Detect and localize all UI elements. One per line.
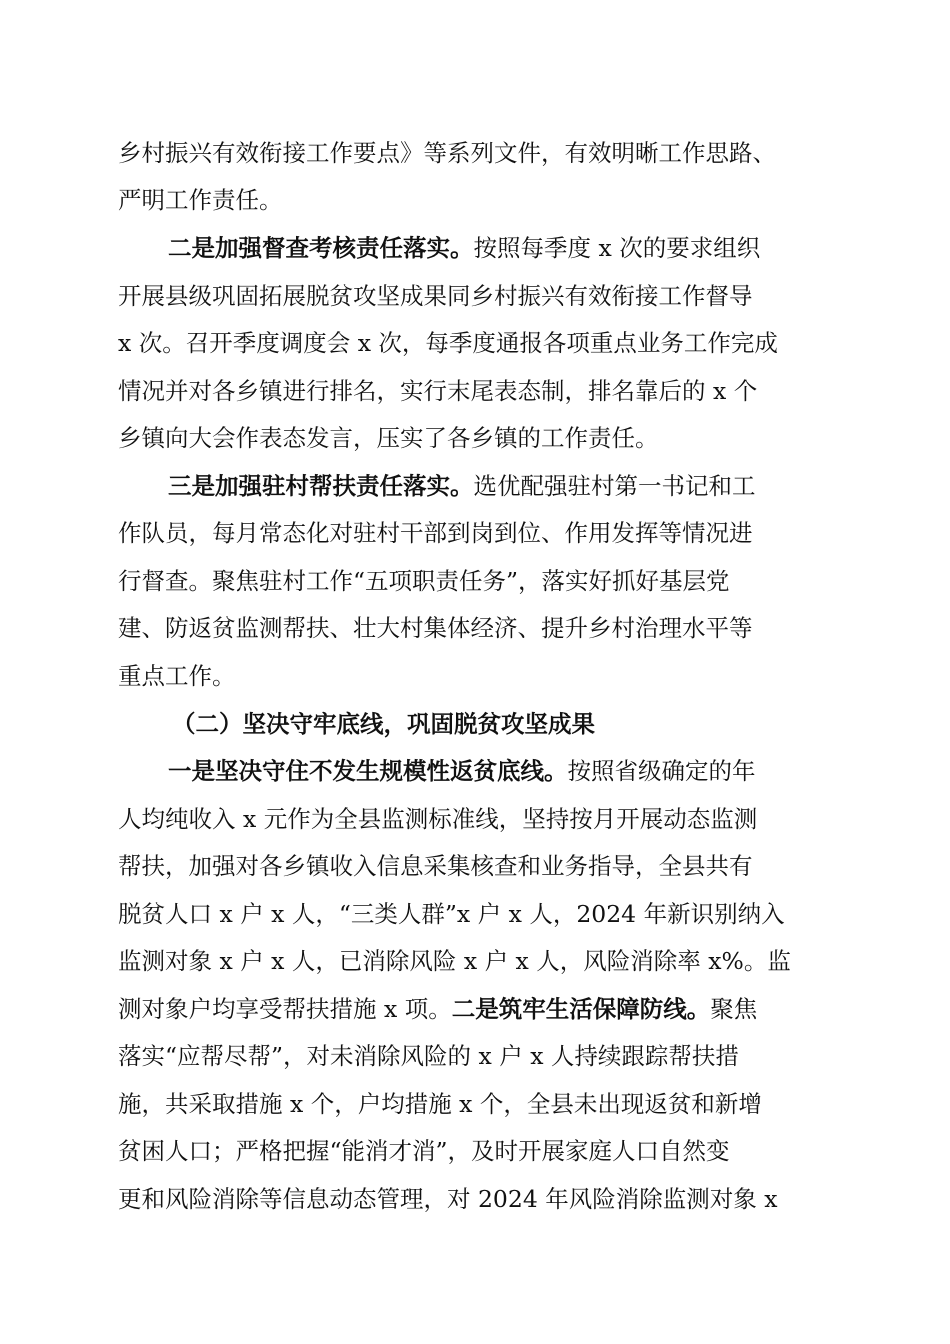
bold-inline-heading: 二是筑牢生活保障防线。: [451, 995, 711, 1023]
line-text: 选优配强驻村第一书记和工: [473, 472, 756, 500]
paragraph-line: [168, 233, 760, 263]
paragraph-line: [118, 1136, 730, 1166]
line-text: 监测对象 x 户 x 人，已消除风险 x 户 x 人，风险消除率 x%。监: [118, 947, 791, 975]
line-text: 帮扶，加强对各乡镇收入信息采集核查和业务指导，全县共有: [118, 852, 753, 880]
line-text: 脱贫人口 x 户 x 人，“三类人群”x 户 x 人，2024 年新识别纳入: [118, 900, 785, 928]
paragraph-line: [118, 566, 730, 596]
section-heading-text: （二）坚决守牢底线，巩固脱贫攻坚成果: [172, 710, 595, 738]
paragraph-line: [118, 946, 791, 976]
paragraph-line: [118, 423, 659, 453]
paragraph-line: [118, 1041, 739, 1071]
paragraph-line: [118, 804, 757, 834]
line-text: 测对象户均享受帮扶措施 x 项。: [118, 995, 452, 1023]
bold-lead-in: 一是坚决守住不发生规模性返贫底线。: [168, 757, 568, 785]
line-text: 行督查。聚焦驻村工作“五项职责任务”，落实好抓好基层党: [118, 567, 730, 595]
line-text: 落实“应帮尽帮”，对未消除风险的 x 户 x 人持续跟踪帮扶措: [118, 1042, 739, 1070]
paragraph-line: [118, 281, 753, 311]
paragraph-line: [118, 1184, 777, 1214]
line-text: 人均纯收入 x 元作为全县监测标准线，坚持按月开展动态监测: [118, 805, 758, 833]
line-text: 乡村振兴有效衔接工作要点》等系列文件，有效明晰工作思路、: [118, 139, 776, 167]
line-text: 重点工作。: [118, 662, 236, 690]
bold-lead-in: 二是加强督查考核责任落实。: [168, 234, 474, 262]
paragraph-line: [118, 376, 757, 406]
line-text: 严明工作责任。: [118, 186, 283, 214]
line-text: 按照每季度 x 次的要求组织: [473, 234, 761, 262]
line-text: 乡镇向大会作表态发言，压实了各乡镇的工作责任。: [118, 424, 659, 452]
line-text: 更和风险消除等信息动态管理，对 2024 年风险消除监测对象 x: [118, 1185, 778, 1213]
section-heading: [172, 709, 595, 739]
line-text: 情况并对各乡镇进行排名，实行末尾表态制，排名靠后的 x 个: [118, 377, 758, 405]
paragraph-line: [118, 185, 283, 215]
paragraph-line: [118, 613, 753, 643]
paragraph-line: [118, 661, 236, 691]
paragraph-line: [118, 1089, 762, 1119]
paragraph-line: [118, 138, 776, 168]
line-text: 施，共采取措施 x 个，户均措施 x 个，全县未出现返贫和新增: [118, 1090, 762, 1118]
bold-lead-in: 三是加强驻村帮扶责任落实。: [168, 472, 474, 500]
paragraph-line: [118, 851, 753, 881]
line-text: 开展县级巩固拓展脱贫攻坚成果同乡村振兴有效衔接工作督导: [118, 282, 753, 310]
paragraph-line: [118, 328, 778, 358]
line-text: x 次。召开季度调度会 x 次，每季度通报各项重点业务工作完成: [118, 329, 778, 357]
line-text: 作队员，每月常态化对驻村干部到岗到位、作用发挥等情况进: [118, 519, 753, 547]
line-text: 按照省级确定的年: [567, 757, 756, 785]
line-text: 建、防返贫监测帮扶、壮大村集体经济、提升乡村治理水平等: [118, 614, 753, 642]
paragraph-line: [118, 899, 785, 929]
line-text: 贫困人口；严格把握“能消才消”，及时开展家庭人口自然变: [118, 1137, 730, 1165]
paragraph-line: [118, 518, 753, 548]
line-text-tail: 聚焦: [710, 995, 758, 1023]
paragraph-line: [168, 471, 756, 501]
paragraph-line: [168, 756, 756, 786]
paragraph-line: [118, 994, 757, 1024]
